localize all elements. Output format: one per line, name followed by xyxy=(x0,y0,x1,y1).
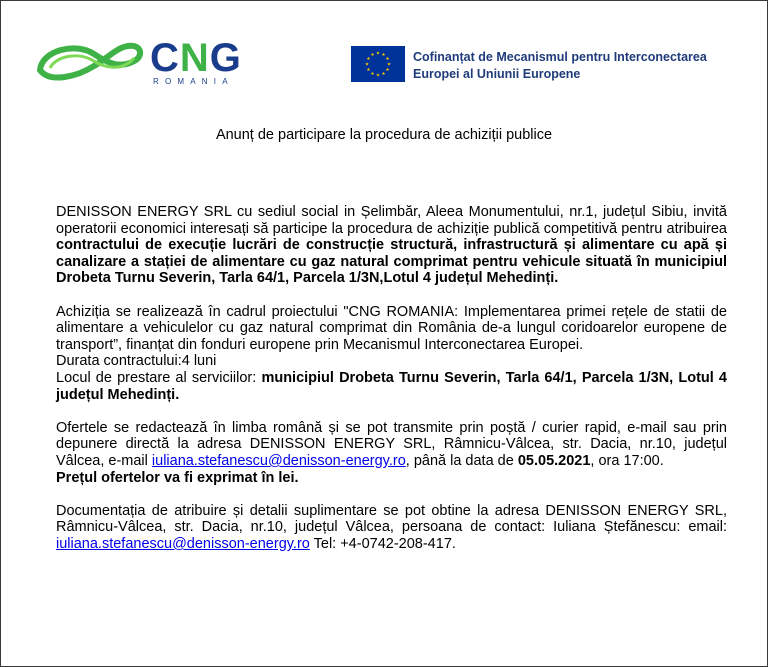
offers-deadline-text: , până la data de xyxy=(405,452,518,469)
eu-flag-icon xyxy=(351,46,405,82)
announcement-body xyxy=(56,204,727,552)
paragraph-project xyxy=(56,304,727,354)
documentation-text: Documentația de atribuire și detalii suplimentare se pot obtine la adresa DENISSON ENERGY SRL, Râmnicu-Vâlcea, str. Dacia, nr.10, județul Vâlcea, persoana de contact: Iuliana Ștefănescu: email: xyxy=(56,502,727,536)
contact-email-link[interactable]: iuliana.stefanescu@denisson-energy.ro xyxy=(56,535,310,552)
paragraph-intro xyxy=(56,204,727,287)
contract-object: contractului de execuție lucrări de construcție structură, infrastructură și alimentare cu apă și canalizare a stației de alimentare cu gaz natural comprimat pentru vehicule situată în municipiul Drobeta Turnu Severin, Tarla 64/1, Parcela 1/3N,Lotul 4 județul Mehedinți. xyxy=(56,237,727,287)
deadline-time: , ora 17:00. xyxy=(590,452,664,469)
project-text: Achiziția se realizează în cadrul proiectului "CNG ROMANIA: Implementarea primei rețele de statii de alimentare a vehiculelor cu gaz natural comprimat din România de-a lungul coridoarelor europene de transport”, finanțat din fonduri europene prin Mecanismul Interconectarea Europei. xyxy=(56,303,727,353)
paragraph-documentation xyxy=(56,503,727,553)
email-link[interactable]: iuliana.stefanescu@denisson-energy.ro xyxy=(151,452,406,469)
contract-duration: Durata contractului:4 luni xyxy=(56,353,217,370)
logo-letter-c: C xyxy=(150,36,180,80)
cng-logo-subtitle: ROMANIA xyxy=(153,77,234,86)
intro-text: DENISSON ENERGY SRL cu sediul social in Șelimbăr, Aleea Monumentului, nr.1, județul Sibiu, invită operatorii economici interesați să participe la procedura de achiziție publică competitivă pentru atribuirea xyxy=(56,204,727,237)
eu-funding-label xyxy=(413,49,707,83)
cng-logo-text xyxy=(150,36,242,81)
logo-letter-g: G xyxy=(209,36,242,80)
price-currency-note: Prețul ofertelor va fi exprimat în lei. xyxy=(56,469,299,486)
contact-phone: Tel: +4-0742-208-417. xyxy=(309,535,456,552)
service-location xyxy=(56,370,727,403)
page-title: Anunț de participare la procedura de achiziții publice xyxy=(215,127,553,143)
logo-letter-n: N xyxy=(179,36,210,80)
eu-label-line-2: Europei al Uniunii Europene xyxy=(413,67,581,81)
location-label: Locul de prestare al serviciilor: xyxy=(56,369,262,386)
price-note xyxy=(56,470,727,487)
cng-logo-icon xyxy=(36,40,148,84)
eu-label-line-1: Cofinanțat de Mecanismul pentru Interconectarea xyxy=(413,50,707,64)
deadline-date: 05.05.2021 xyxy=(517,452,591,469)
paragraph-offers xyxy=(56,420,727,470)
location-value: municipiul Drobeta Turnu Severin, Tarla 64/1, Parcela 1/3N, Lotul 4 județul Mehedinți. xyxy=(56,369,727,403)
offers-text: Ofertele se redactează în limba română și se pot transmite prin poștă / curier rapid, e-mail sau prin depunere directă la adresa DENISSON ENERGY SRL, Râmnicu-Vâlcea, str. Dacia, nr.10, județul Vâlcea, e-mail xyxy=(56,419,727,469)
